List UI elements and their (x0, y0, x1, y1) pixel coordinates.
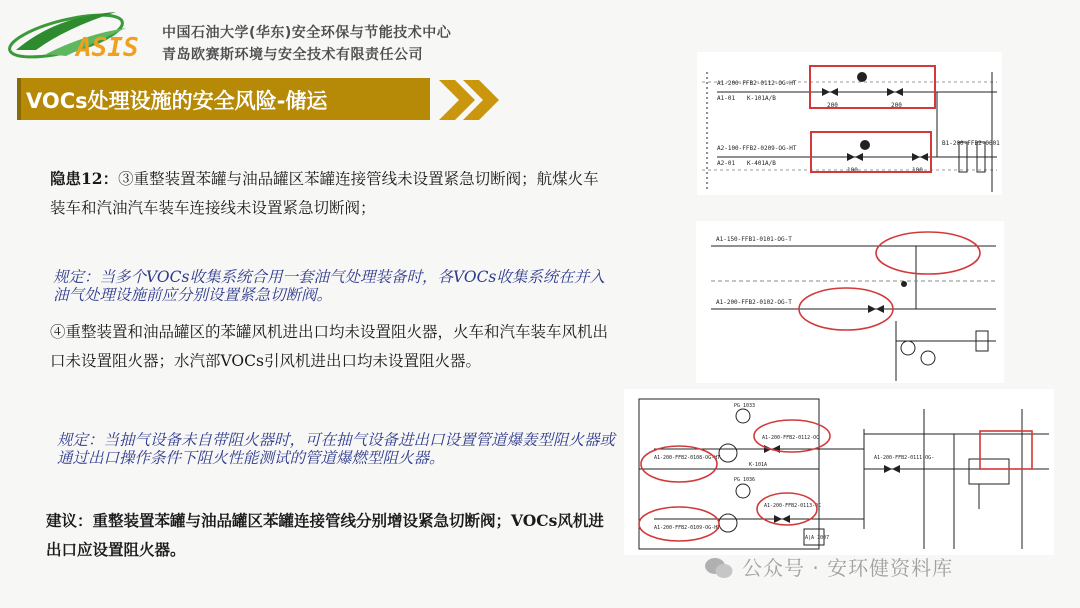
hazard-label: 隐患12： (50, 169, 119, 188)
d2-line2-tag: A1-200-FFB2-0102-OG-T (716, 299, 792, 306)
double-chevron-right-icon (437, 78, 501, 122)
svg-text:100: 100 (912, 167, 923, 174)
pid-diagram-1 (697, 52, 1002, 195)
item-4-paragraph: ④重整装置和油品罐区的苯罐风机进出口均未设置阻火器，火车和汽车装车风机出口未设置阻火器；水汽部VOCs引风机进出口均未设置阻火器。 (50, 323, 609, 370)
hazard-paragraph (50, 164, 610, 223)
d3-tag1: A1-200-FFB2-0108-OG-HT (654, 455, 721, 461)
d3-tag3: A1-200-FFB2-0112-OC (762, 435, 820, 441)
watermark-text: 公众号 · 安环健资料库 (742, 556, 954, 580)
d1-line2-dest: K-401A/B (747, 160, 776, 167)
wechat-icon (704, 556, 734, 580)
highlight-ellipse (639, 507, 719, 541)
d3-interlock: A|A 1007 (805, 535, 830, 541)
highlight-ellipse (641, 446, 717, 482)
pid-diagram-3 (624, 389, 1054, 555)
highlight-box (811, 132, 931, 172)
slide-title: VOCs处理设施的安全风险-储运 (26, 89, 328, 113)
d2-line1-tag: A1-150-FFB1-0101-OG-T (716, 236, 792, 243)
d3-tag5: A1-200-FFB2-0111-OG- (874, 455, 935, 461)
regulation-1: 规定：当多个VOCs收集系统合用一套油气处理装备时，各VOCs收集系统在并入油气处理设施前应分别设置紧急切断阀。 (53, 268, 605, 304)
d3-equipment: K-101A (749, 462, 768, 468)
pid-diagram-2 (696, 221, 1004, 383)
org-name-line1: 中国石油大学(华东)安全环保与节能技术中心 (162, 25, 452, 41)
d3-tag4: A1-200-FFB2-0113-OC (764, 503, 822, 509)
d3-instr1: PG 1033 (734, 403, 756, 409)
logo-text: ASIS (76, 33, 139, 63)
d1-line2-from: A2-01 (717, 160, 736, 167)
d1-line2-tag: A2-100-FFB2-0209-OG-HT (717, 145, 797, 152)
d1-line1-from: A1-01 (717, 95, 736, 102)
svg-text:200: 200 (827, 102, 838, 109)
highlight-box (980, 431, 1032, 469)
advice-paragraph: 建议：重整装置苯罐与油品罐区苯罐连接管线分别增设紧急切断阀；VOCs风机进出口应设置阻火器。 (46, 511, 604, 559)
svg-text:100: 100 (847, 167, 858, 174)
highlight-ellipse (876, 232, 980, 274)
org-name-line2: 青岛欧赛斯环境与安全技术有限责任公司 (162, 47, 423, 63)
d3-tag2: A1-200-FFB2-0109-OG-HT (654, 525, 721, 531)
svg-text:200: 200 (891, 102, 902, 109)
d1-line1-dest: K-101A/B (747, 95, 776, 102)
d1-branch-tag: B1-200-FFB2-0601 (942, 140, 1000, 147)
d1-line1-tag: A1-200-FFB2-0112-OG-HT (717, 80, 797, 87)
regulation-2: 规定：当抽气设备未自带阻火器时，可在抽气设备进出口设置管道爆轰型阻火器或通过出口操作条件下阻火性能测试的管道爆燃型阻火器。 (57, 431, 616, 467)
asis-logo (6, 6, 156, 66)
hazard-text: ③重整装置苯罐与油品罐区苯罐连接管线未设置紧急切断阀；航煤火车装车和汽油汽车装车连接线未设置紧急切断阀； (50, 170, 599, 217)
d3-instr2: PG 1036 (734, 477, 756, 483)
